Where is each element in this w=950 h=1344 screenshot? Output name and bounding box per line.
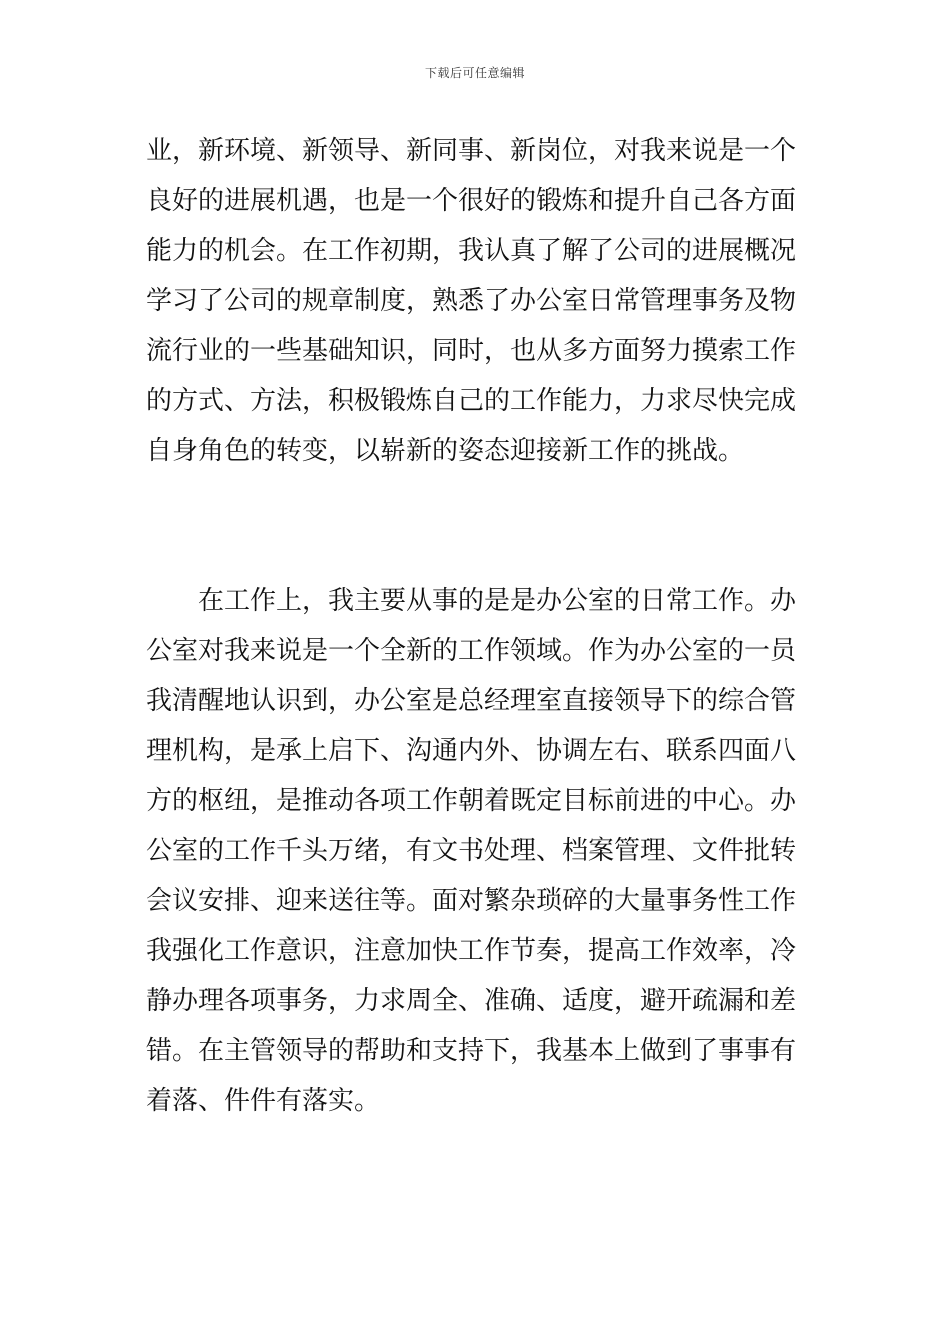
text-line: 方的枢纽，是推动各项工作朝着既定目标前进的中心。办 — [146, 786, 797, 816]
document-body — [146, 126, 810, 1126]
text-line: 我强化工作意识，注意加快工作节奏，提高工作效率，冷 — [146, 936, 797, 966]
text-line: 学习了公司的规章制度，熟悉了办公室日常管理事务及物 — [146, 286, 797, 316]
text-line: 理机构，是承上启下、沟通内外、协调左右、联系四面八 — [146, 736, 797, 766]
text-line: 在工作上，我主要从事的是是办公室的日常工作。办 — [146, 586, 797, 616]
text-line: 能力的机会。在工作初期，我认真了解了公司的进展概况 — [146, 236, 797, 266]
text-line: 我清醒地认识到，办公室是总经理室直接领导下的综合管 — [146, 686, 797, 716]
text-line: 着落、件件有落实。 — [146, 1086, 381, 1116]
text-line: 会议安排、迎来送往等。面对繁杂琐碎的大量事务性工作 — [146, 886, 797, 916]
paragraph-1 — [146, 126, 810, 476]
text-line: 自身角色的转变，以崭新的姿态迎接新工作的挑战。 — [146, 436, 745, 466]
text-line: 静办理各项事务，力求周全、准确、适度，避开疏漏和差 — [146, 986, 797, 1016]
text-line: 公室的工作千头万绪，有文书处理、档案管理、文件批转 — [146, 836, 797, 866]
text-line: 公室对我来说是一个全新的工作领域。作为办公室的一员 — [146, 636, 797, 666]
page-header: 下载后可任意编辑 — [424, 66, 525, 80]
text-line: 良好的进展机遇，也是一个很好的锻炼和提升自己各方面 — [146, 186, 797, 216]
text-line: 业，新环境、新领导、新同事、新岗位，对我来说是一个 — [146, 136, 797, 166]
paragraph-2 — [146, 576, 810, 1126]
text-line: 的方式、方法，积极锻炼自己的工作能力，力求尽快完成 — [146, 386, 797, 416]
text-line: 错。在主管领导的帮助和支持下，我基本上做到了事事有 — [146, 1036, 797, 1066]
text-line: 流行业的一些基础知识，同时，也从多方面努力摸索工作 — [146, 336, 797, 366]
